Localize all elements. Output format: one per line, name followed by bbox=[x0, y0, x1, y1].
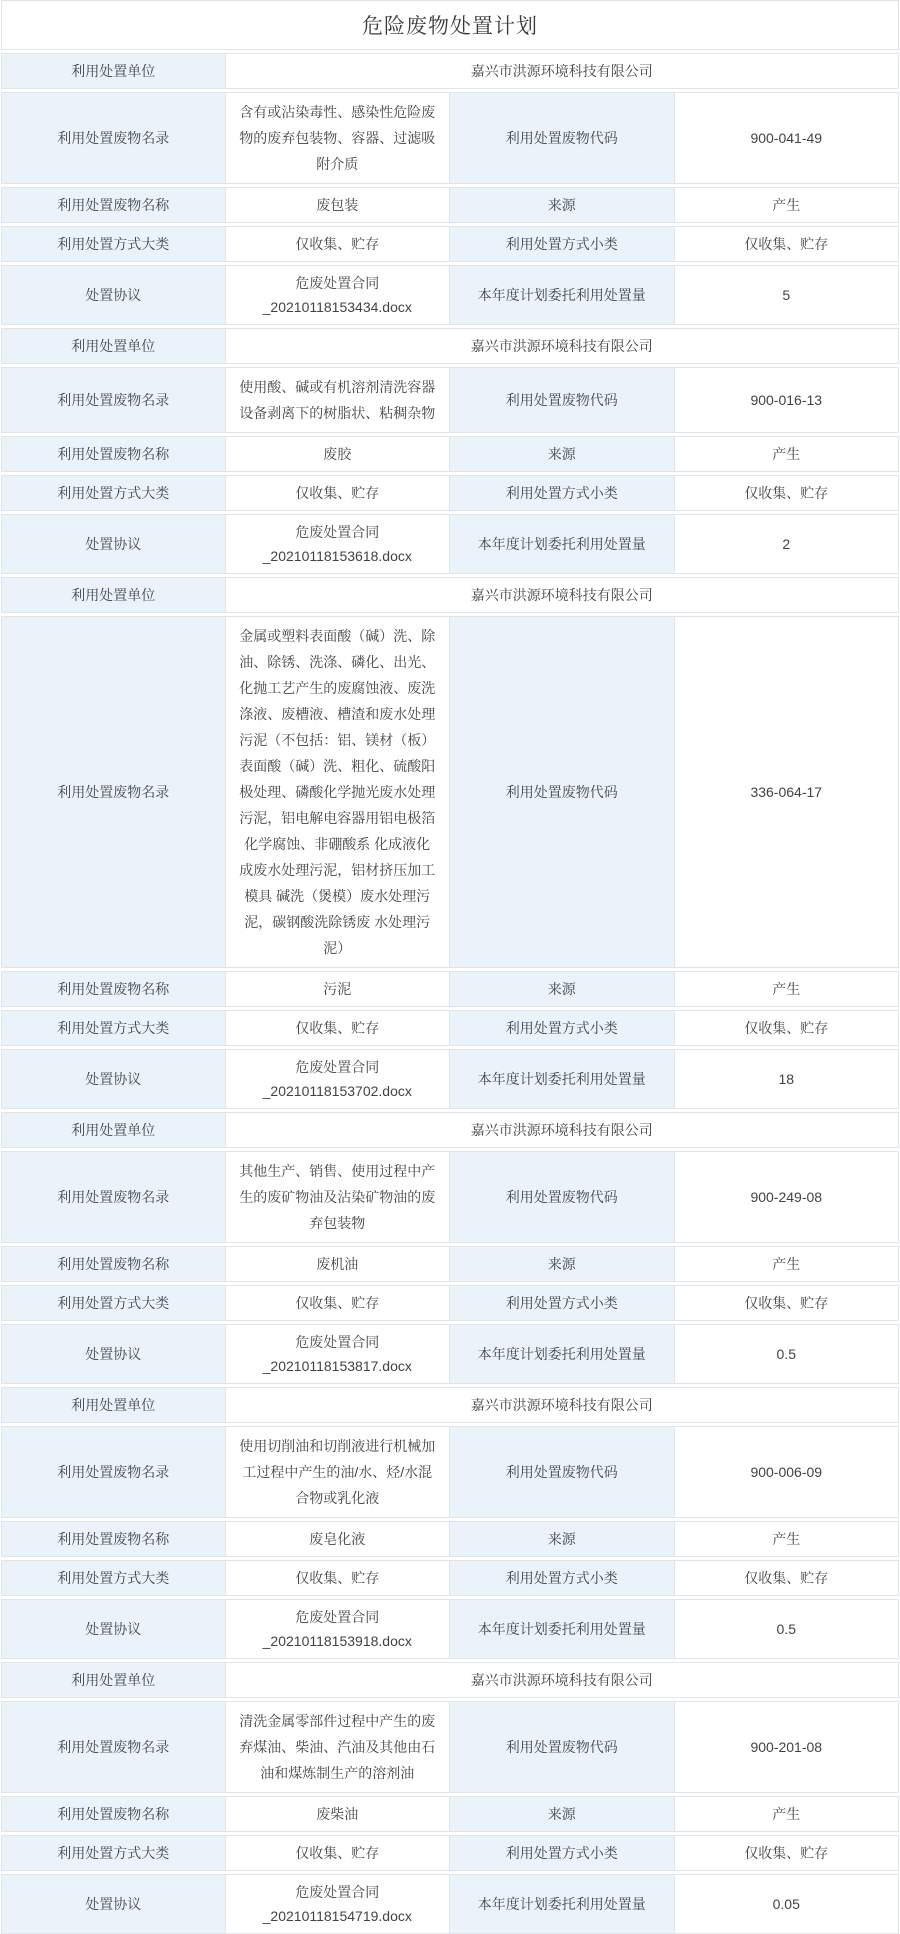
catalog-label: 利用处置废物名录 bbox=[1, 367, 226, 433]
planned-amount-value: 0.5 bbox=[675, 1599, 900, 1659]
unit-label: 利用处置单位 bbox=[1, 53, 226, 89]
planned-amount-value: 5 bbox=[675, 265, 900, 325]
unit-row bbox=[1, 577, 899, 613]
unit-value: 嘉兴市洪源环境科技有限公司 bbox=[226, 1662, 900, 1698]
source-label: 来源 bbox=[450, 1246, 675, 1282]
method-row bbox=[1, 226, 899, 262]
catalog-label: 利用处置废物名录 bbox=[1, 616, 226, 968]
name-row bbox=[1, 1246, 899, 1282]
method-row bbox=[1, 1010, 899, 1046]
method-minor-label: 利用处置方式小类 bbox=[450, 226, 675, 262]
source-value: 产生 bbox=[675, 1796, 900, 1832]
name-value: 废包装 bbox=[226, 187, 451, 223]
method-minor-value: 仅收集、贮存 bbox=[675, 1560, 900, 1596]
method-major-label: 利用处置方式大类 bbox=[1, 1560, 226, 1596]
source-label: 来源 bbox=[450, 187, 675, 223]
planned-amount-value: 2 bbox=[675, 514, 900, 574]
name-row bbox=[1, 187, 899, 223]
code-value: 900-016-13 bbox=[675, 367, 900, 433]
name-label: 利用处置废物名称 bbox=[1, 1521, 226, 1557]
agreement-file: 危废处置合同_20210118153702.docx bbox=[226, 1049, 451, 1109]
disposal-plan-table bbox=[1, 0, 899, 1934]
record-block bbox=[1, 1387, 899, 1659]
name-row bbox=[1, 1521, 899, 1557]
unit-value: 嘉兴市洪源环境科技有限公司 bbox=[226, 577, 900, 613]
code-label: 利用处置废物代码 bbox=[450, 616, 675, 968]
unit-label: 利用处置单位 bbox=[1, 328, 226, 364]
method-row bbox=[1, 1835, 899, 1871]
agreement-row bbox=[1, 265, 899, 325]
source-value: 产生 bbox=[675, 436, 900, 472]
unit-value: 嘉兴市洪源环境科技有限公司 bbox=[226, 328, 900, 364]
catalog-label: 利用处置废物名录 bbox=[1, 1151, 226, 1243]
source-value: 产生 bbox=[675, 1246, 900, 1282]
method-minor-label: 利用处置方式小类 bbox=[450, 1835, 675, 1871]
planned-amount-value: 0.05 bbox=[675, 1874, 900, 1934]
unit-row bbox=[1, 328, 899, 364]
catalog-label: 利用处置废物名录 bbox=[1, 1426, 226, 1518]
planned-amount-label: 本年度计划委托利用处置量 bbox=[450, 265, 675, 325]
source-label: 来源 bbox=[450, 436, 675, 472]
record-block bbox=[1, 1662, 899, 1934]
catalog-row bbox=[1, 616, 899, 968]
source-value: 产生 bbox=[675, 971, 900, 1007]
catalog-text: 金属或塑料表面酸（碱）洗、除油、除锈、洗涤、磷化、出光、化抛工艺产生的废腐蚀液、废洗涤液、废槽液、槽渣和废水处理污泥（不包括：铝、镁材（板）表面酸（碱）洗、粗化、硫酸阳极处理、磷酸化学抛光废水处理污泥，铝电解电容器用铝电极箔化学腐蚀、非硼酸系 化成液化成废水处理污泥，铝材挤压加工模具 碱洗（煲模）废水处理污泥，碳钢酸洗除锈废 水处理污泥） bbox=[226, 616, 451, 968]
method-minor-label: 利用处置方式小类 bbox=[450, 1010, 675, 1046]
unit-label: 利用处置单位 bbox=[1, 1387, 226, 1423]
code-value: 900-006-09 bbox=[675, 1426, 900, 1518]
unit-label: 利用处置单位 bbox=[1, 577, 226, 613]
method-minor-label: 利用处置方式小类 bbox=[450, 1285, 675, 1321]
name-value: 污泥 bbox=[226, 971, 451, 1007]
method-major-label: 利用处置方式大类 bbox=[1, 1835, 226, 1871]
method-minor-value: 仅收集、贮存 bbox=[675, 1835, 900, 1871]
agreement-label: 处置协议 bbox=[1, 1599, 226, 1659]
catalog-row bbox=[1, 367, 899, 433]
name-value: 废机油 bbox=[226, 1246, 451, 1282]
catalog-text: 使用酸、碱或有机溶剂清洗容器设备剥离下的树脂状、粘稠杂物 bbox=[226, 367, 451, 433]
method-major-label: 利用处置方式大类 bbox=[1, 226, 226, 262]
record-block bbox=[1, 1112, 899, 1384]
name-value: 废皂化液 bbox=[226, 1521, 451, 1557]
name-label: 利用处置废物名称 bbox=[1, 1246, 226, 1282]
method-row bbox=[1, 1560, 899, 1596]
source-value: 产生 bbox=[675, 1521, 900, 1557]
code-label: 利用处置废物代码 bbox=[450, 1701, 675, 1793]
name-row bbox=[1, 971, 899, 1007]
record-block bbox=[1, 53, 899, 325]
record-block bbox=[1, 328, 899, 574]
unit-label: 利用处置单位 bbox=[1, 1662, 226, 1698]
catalog-text: 使用切削油和切削液进行机械加工过程中产生的油/水、烃/水混合物或乳化液 bbox=[226, 1426, 451, 1518]
code-label: 利用处置废物代码 bbox=[450, 1426, 675, 1518]
planned-amount-label: 本年度计划委托利用处置量 bbox=[450, 1049, 675, 1109]
agreement-row bbox=[1, 1049, 899, 1109]
agreement-file: 危废处置合同_20210118153618.docx bbox=[226, 514, 451, 574]
code-value: 900-201-08 bbox=[675, 1701, 900, 1793]
planned-amount-value: 18 bbox=[675, 1049, 900, 1109]
record-block bbox=[1, 577, 899, 1109]
method-row bbox=[1, 475, 899, 511]
code-label: 利用处置废物代码 bbox=[450, 367, 675, 433]
name-value: 废柴油 bbox=[226, 1796, 451, 1832]
agreement-label: 处置协议 bbox=[1, 1324, 226, 1384]
method-major-value: 仅收集、贮存 bbox=[226, 1010, 451, 1046]
agreement-label: 处置协议 bbox=[1, 265, 226, 325]
catalog-row bbox=[1, 1426, 899, 1518]
agreement-row bbox=[1, 1874, 899, 1934]
catalog-row bbox=[1, 1151, 899, 1243]
method-minor-value: 仅收集、贮存 bbox=[675, 1010, 900, 1046]
source-label: 来源 bbox=[450, 971, 675, 1007]
name-label: 利用处置废物名称 bbox=[1, 1796, 226, 1832]
agreement-file: 危废处置合同_20210118153817.docx bbox=[226, 1324, 451, 1384]
source-value: 产生 bbox=[675, 187, 900, 223]
code-value: 900-249-08 bbox=[675, 1151, 900, 1243]
agreement-file: 危废处置合同_20210118154719.docx bbox=[226, 1874, 451, 1934]
agreement-label: 处置协议 bbox=[1, 1874, 226, 1934]
method-major-label: 利用处置方式大类 bbox=[1, 475, 226, 511]
method-minor-value: 仅收集、贮存 bbox=[675, 475, 900, 511]
method-major-value: 仅收集、贮存 bbox=[226, 475, 451, 511]
unit-row bbox=[1, 1662, 899, 1698]
name-label: 利用处置废物名称 bbox=[1, 187, 226, 223]
agreement-label: 处置协议 bbox=[1, 1049, 226, 1109]
name-row bbox=[1, 436, 899, 472]
unit-row bbox=[1, 53, 899, 89]
unit-row bbox=[1, 1387, 899, 1423]
method-major-value: 仅收集、贮存 bbox=[226, 1560, 451, 1596]
agreement-file: 危废处置合同_20210118153918.docx bbox=[226, 1599, 451, 1659]
method-major-value: 仅收集、贮存 bbox=[226, 1285, 451, 1321]
catalog-text: 清洗金属零部件过程中产生的废弃煤油、柴油、汽油及其他由石油和煤炼制生产的溶剂油 bbox=[226, 1701, 451, 1793]
catalog-label: 利用处置废物名录 bbox=[1, 1701, 226, 1793]
agreement-row bbox=[1, 1324, 899, 1384]
planned-amount-value: 0.5 bbox=[675, 1324, 900, 1384]
method-major-label: 利用处置方式大类 bbox=[1, 1285, 226, 1321]
method-major-value: 仅收集、贮存 bbox=[226, 226, 451, 262]
name-row bbox=[1, 1796, 899, 1832]
method-row bbox=[1, 1285, 899, 1321]
page-title: 危险废物处置计划 bbox=[1, 0, 899, 50]
code-value: 336-064-17 bbox=[675, 616, 900, 968]
planned-amount-label: 本年度计划委托利用处置量 bbox=[450, 514, 675, 574]
unit-value: 嘉兴市洪源环境科技有限公司 bbox=[226, 1387, 900, 1423]
agreement-file: 危废处置合同_20210118153434.docx bbox=[226, 265, 451, 325]
unit-value: 嘉兴市洪源环境科技有限公司 bbox=[226, 1112, 900, 1148]
method-minor-label: 利用处置方式小类 bbox=[450, 1560, 675, 1596]
method-minor-value: 仅收集、贮存 bbox=[675, 1285, 900, 1321]
planned-amount-label: 本年度计划委托利用处置量 bbox=[450, 1324, 675, 1384]
name-label: 利用处置废物名称 bbox=[1, 436, 226, 472]
unit-label: 利用处置单位 bbox=[1, 1112, 226, 1148]
source-label: 来源 bbox=[450, 1796, 675, 1832]
code-value: 900-041-49 bbox=[675, 92, 900, 184]
planned-amount-label: 本年度计划委托利用处置量 bbox=[450, 1599, 675, 1659]
method-major-label: 利用处置方式大类 bbox=[1, 1010, 226, 1046]
source-label: 来源 bbox=[450, 1521, 675, 1557]
method-minor-label: 利用处置方式小类 bbox=[450, 475, 675, 511]
unit-row bbox=[1, 1112, 899, 1148]
unit-value: 嘉兴市洪源环境科技有限公司 bbox=[226, 53, 900, 89]
agreement-label: 处置协议 bbox=[1, 514, 226, 574]
agreement-row bbox=[1, 514, 899, 574]
agreement-row bbox=[1, 1599, 899, 1659]
catalog-row bbox=[1, 92, 899, 184]
catalog-text: 其他生产、销售、使用过程中产生的废矿物油及沾染矿物油的废弃包装物 bbox=[226, 1151, 451, 1243]
name-label: 利用处置废物名称 bbox=[1, 971, 226, 1007]
code-label: 利用处置废物代码 bbox=[450, 1151, 675, 1243]
catalog-text: 含有或沾染毒性、感染性危险废物的废弃包装物、容器、过滤吸附介质 bbox=[226, 92, 451, 184]
planned-amount-label: 本年度计划委托利用处置量 bbox=[450, 1874, 675, 1934]
method-major-value: 仅收集、贮存 bbox=[226, 1835, 451, 1871]
code-label: 利用处置废物代码 bbox=[450, 92, 675, 184]
catalog-label: 利用处置废物名录 bbox=[1, 92, 226, 184]
method-minor-value: 仅收集、贮存 bbox=[675, 226, 900, 262]
name-value: 废胶 bbox=[226, 436, 451, 472]
